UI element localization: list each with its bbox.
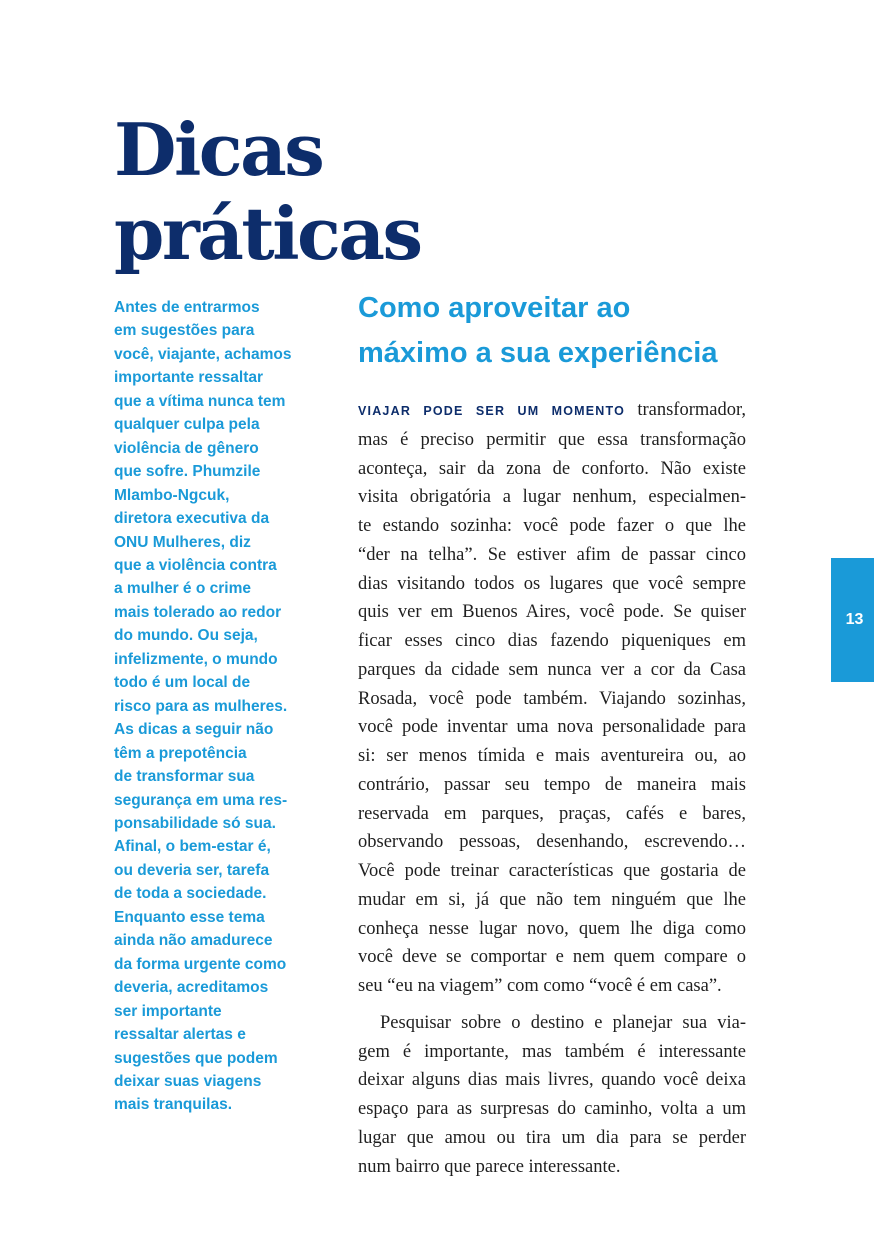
- body-line: Pesquisar sobre o destino e planejar sua via-: [380, 1012, 746, 1033]
- page-number: 13: [845, 611, 864, 628]
- body-lead-line: [358, 396, 746, 426]
- body-line: Rosada, você pode também. Viajando sozinhas,: [358, 688, 746, 709]
- body-line: quis ver em Buenos Aires, você pode. Se quiser: [358, 602, 746, 623]
- sidebar-line: Mlambo-Ngcuk,: [114, 486, 230, 504]
- sidebar-line: importante ressaltar: [114, 369, 264, 387]
- body-line: mudar em si, já que não tem ninguém que lhe: [358, 889, 746, 910]
- page-title: [114, 108, 421, 276]
- body-line: num bairro que parece interessante.: [358, 1156, 621, 1177]
- sidebar-line: de transformar sua: [114, 768, 255, 786]
- sidebar-line: diretora executiva da: [114, 510, 270, 528]
- sidebar-line: ressaltar alertas e: [114, 1026, 246, 1044]
- sidebar-line: As dicas a seguir não: [114, 721, 274, 739]
- lead-small-caps: VIAJAR PODE SER UM MOMENTO: [358, 404, 626, 418]
- sidebar-line: todo é um local de: [114, 674, 251, 692]
- page-number-tab: [831, 558, 874, 682]
- sidebar-line: a mulher é o crime: [114, 580, 251, 598]
- body-line: gem é importante, mas também é interessante: [358, 1041, 746, 1062]
- sidebar-line: em sugestões para: [114, 322, 255, 340]
- paragraph-2: [358, 1009, 746, 1182]
- sidebar-line: ponsabilidade só sua.: [114, 814, 276, 832]
- sidebar-line: Antes de entrarmos: [114, 299, 260, 316]
- sidebar-line: qualquer culpa pela: [114, 416, 260, 434]
- body-line: te estando sozinha: você pode fazer o que lhe: [358, 516, 746, 536]
- sidebar-line: do mundo. Ou seja,: [114, 627, 258, 645]
- section-heading: [358, 286, 717, 376]
- body-line: Você pode treinar características que gostaria de: [358, 861, 746, 881]
- sidebar-line: mais tranquilas.: [114, 1096, 233, 1114]
- sidebar-line: sugestões que podem: [114, 1049, 278, 1067]
- sidebar-line: violência de gênero: [114, 439, 259, 457]
- body-line: ficar esses cinco dias fazendo piqueniques em: [358, 631, 746, 651]
- body-line: visita obrigatória a lugar nenhum, especialmen-: [358, 487, 746, 508]
- sidebar-line: deixar suas viagens: [114, 1072, 262, 1090]
- body-line: aconteça, sair da zona de conforto. Não existe: [358, 458, 746, 479]
- body-line: parques da cidade sem nunca ver a cor da Casa: [358, 659, 746, 680]
- body-line: conheça nesse lugar novo, quem lhe diga como: [358, 918, 746, 939]
- body-line: observando pessoas, desenhando, escrevendo…: [358, 832, 746, 853]
- body-line: espaço para as surpresas do caminho, volta a um: [358, 1099, 746, 1119]
- lead-rest: transformador,: [625, 400, 746, 420]
- page-title-line: Dicas: [114, 107, 323, 192]
- sidebar-line: ser importante: [114, 1002, 222, 1020]
- sidebar-line: deveria, acreditamos: [114, 979, 269, 997]
- body-line: “der na telha”. Se estiver afim de passar cinco: [358, 544, 746, 565]
- sidebar-line: que a vítima nunca tem: [114, 392, 286, 410]
- body-line: você deve se comportar e nem quem compare o: [358, 947, 746, 968]
- sidebar-line: ainda não amadurece: [114, 932, 273, 950]
- body-line: deixar alguns dias mais livres, quando você deixa: [358, 1070, 746, 1091]
- sidebar-line: têm a prepotência: [114, 744, 247, 762]
- section-heading-line: máximo a sua experiência: [358, 337, 718, 369]
- body-line: mas é preciso permitir que essa transformação: [358, 429, 746, 450]
- sidebar-line: que sofre. Phumzile: [114, 463, 261, 481]
- body-line: si: ser menos tímida e mais aventureira ou, ao: [358, 746, 746, 766]
- body-line: reservada em parques, praças, cafés e bares,: [358, 803, 746, 824]
- body-line: você pode inventar uma nova personalidade para: [358, 717, 746, 738]
- sidebar-line: você, viajante, achamos: [114, 345, 292, 363]
- section-heading-line: Como aproveitar ao: [358, 292, 631, 324]
- sidebar-line: mais tolerado ao redor: [114, 603, 282, 621]
- paragraph-gap: [358, 1001, 746, 1009]
- sidebar-line: ONU Mulheres, diz: [114, 533, 251, 551]
- sidebar-line: de toda a sociedade.: [114, 885, 267, 903]
- body-line: contrário, passar seu tempo de maneira mais: [358, 774, 746, 795]
- sidebar-intro-text: [114, 296, 314, 1117]
- sidebar-line: segurança em uma res-: [114, 791, 288, 809]
- sidebar-line: infelizmente, o mundo: [114, 650, 278, 668]
- page-title-line: práticas: [114, 191, 421, 276]
- sidebar-line: risco para as mulheres.: [114, 697, 288, 715]
- sidebar-line: ou deveria ser, tarefa: [114, 861, 270, 879]
- sidebar-line: Afinal, o bem-estar é,: [114, 838, 271, 856]
- sidebar-line: da forma urgente como: [114, 955, 287, 973]
- sidebar-line: Enquanto esse tema: [114, 908, 265, 926]
- sidebar-line: que a violência contra: [114, 556, 277, 574]
- body-line: seu “eu na viagem” com como “você é em casa”.: [358, 976, 722, 996]
- body-text: [358, 396, 746, 1181]
- body-line: lugar que amou ou tira um dia para se perder: [358, 1127, 746, 1148]
- body-line: dias visitando todos os lugares que você sempre: [358, 573, 746, 594]
- paragraph-1: [358, 426, 746, 1001]
